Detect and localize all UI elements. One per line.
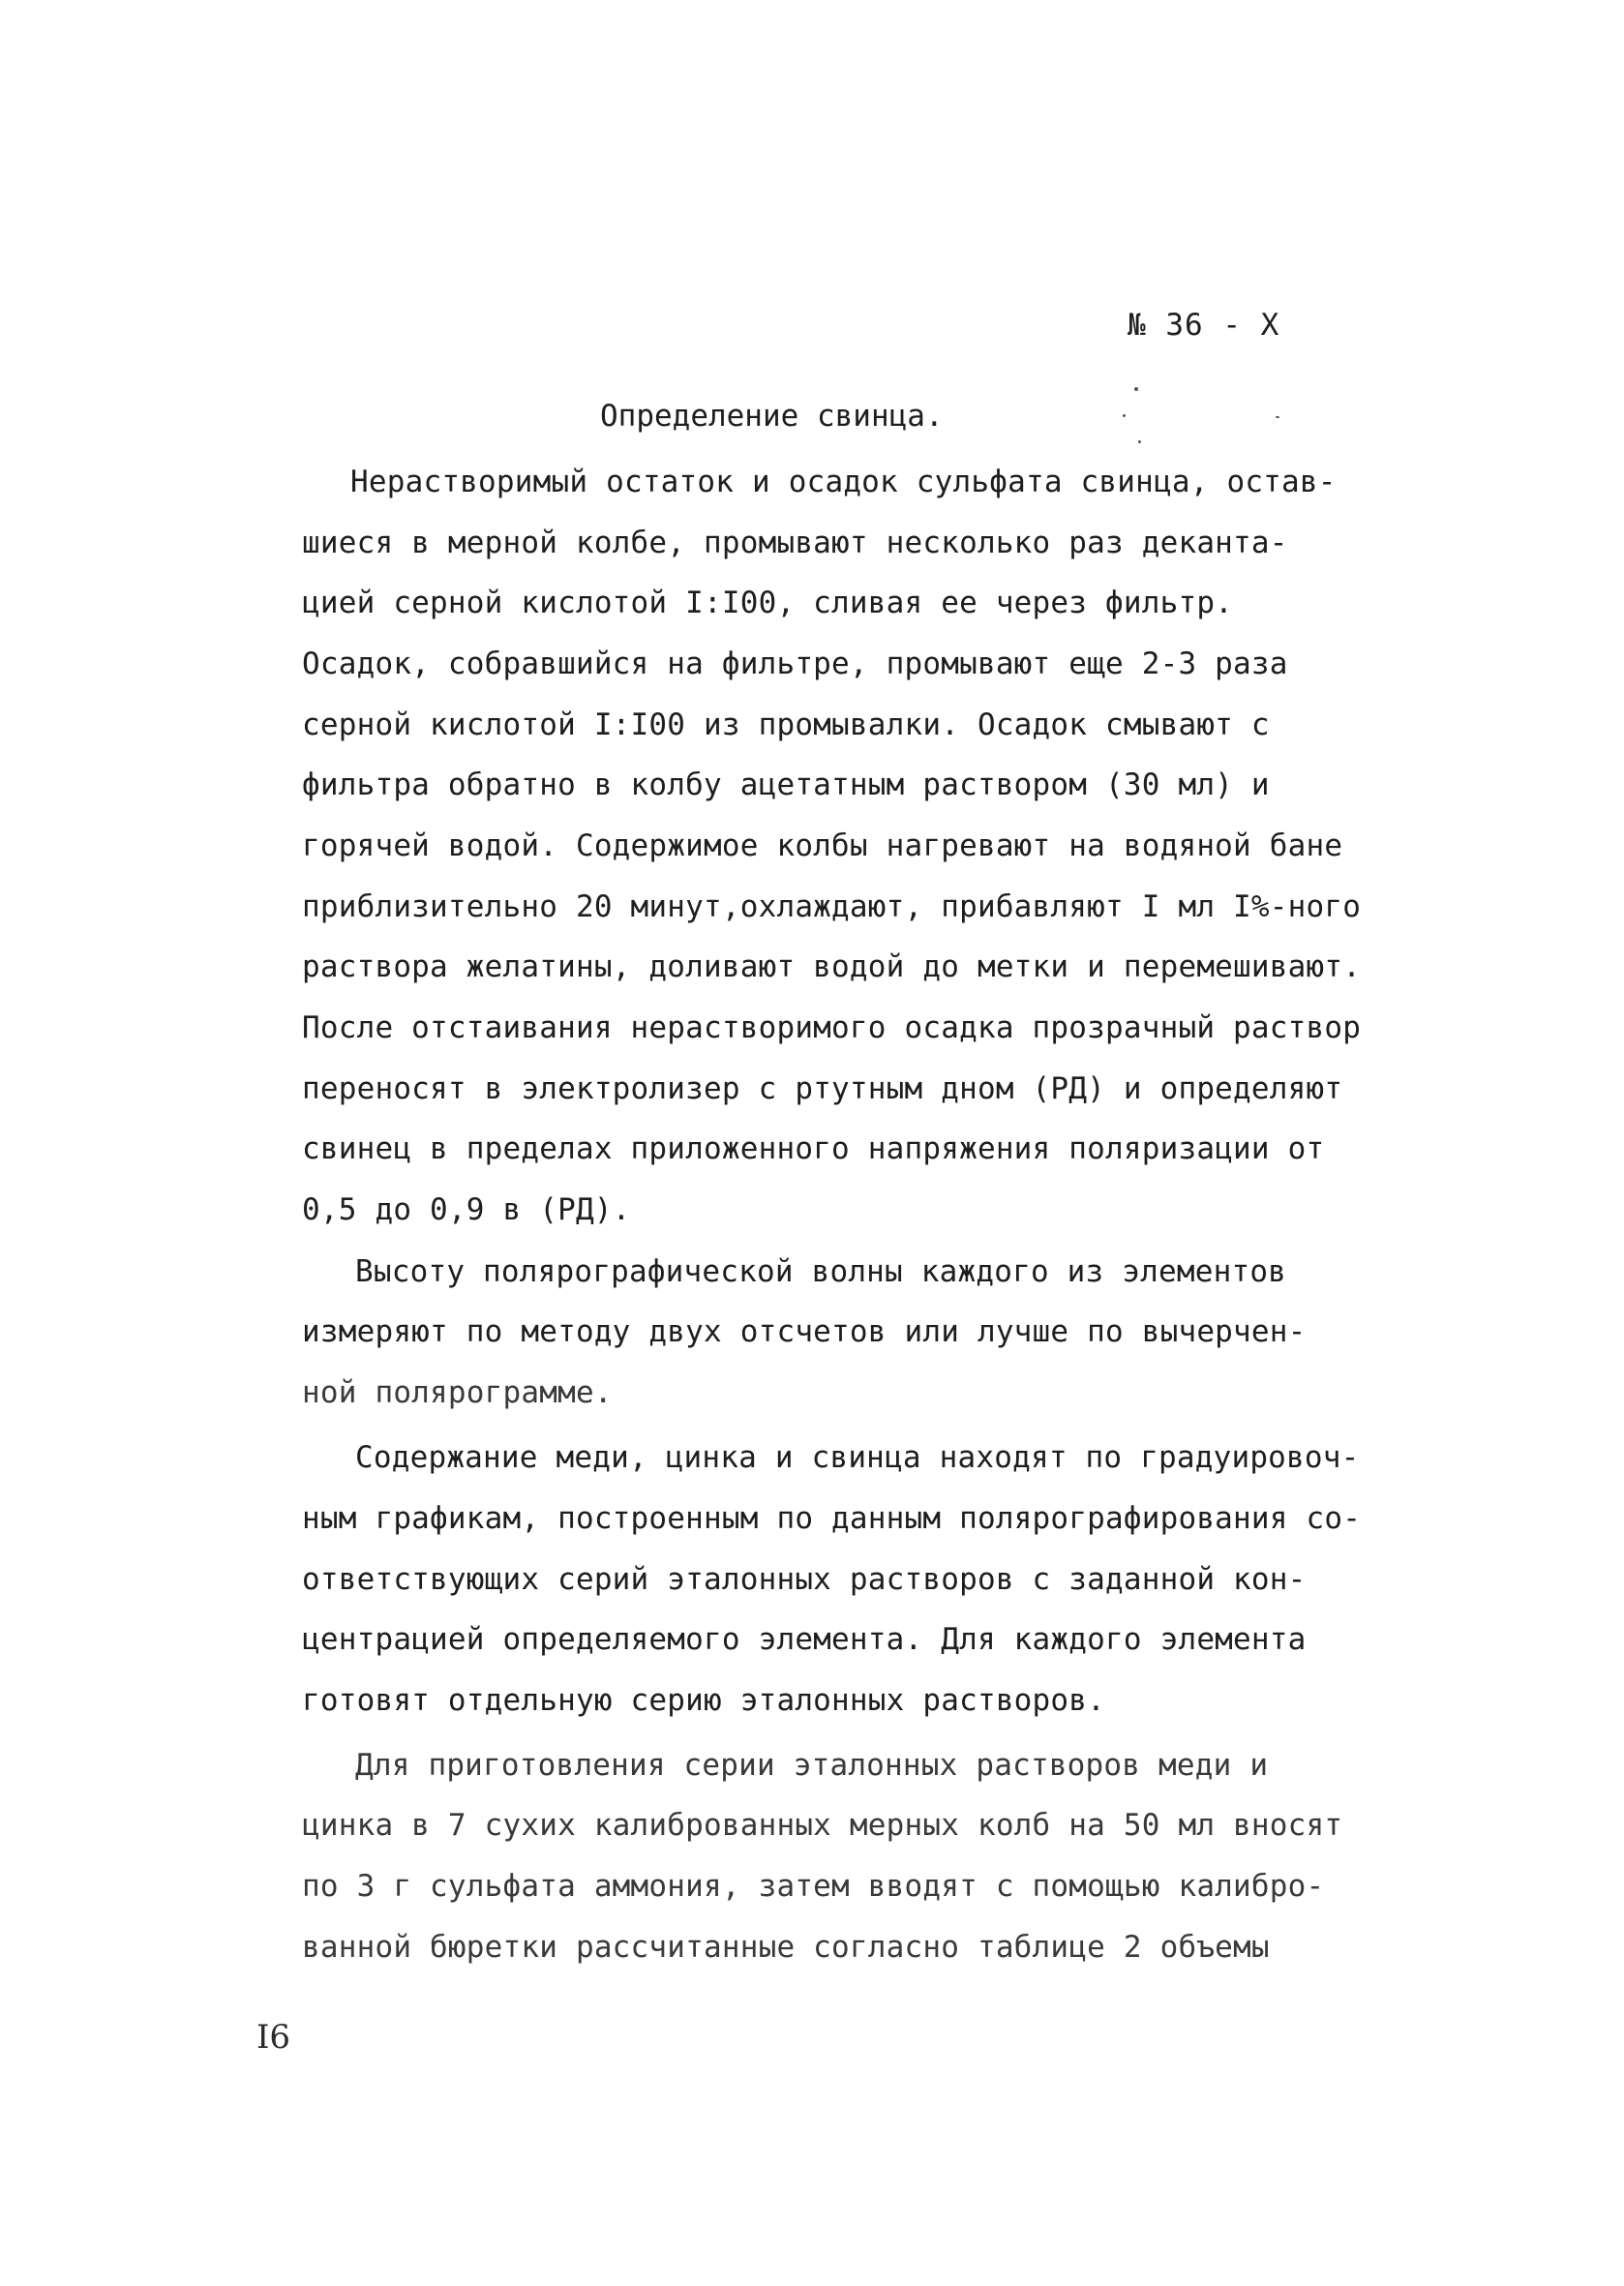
- paragraph-line: шиеся в мерной колбе, промывают несколько раз деканта-: [302, 526, 1288, 560]
- paragraph-line: свинец в пределах приложенного напряжения поляризации от: [302, 1131, 1325, 1166]
- paragraph-line: серной кислотой I:I00 из промывалки. Осадок смывают с: [302, 707, 1270, 742]
- paragraph-line: переносят в электролизер с ртутным дном (РД) и определяют: [302, 1071, 1343, 1106]
- paragraph-line: цией серной кислотой I:I00, сливая ее через фильтр.: [302, 586, 1234, 620]
- paragraph-line: ной полярограмме.: [302, 1375, 613, 1410]
- scan-speck: [1138, 440, 1141, 443]
- paragraph-line: центрацией определяемого элемента. Для каждого элемента: [302, 1622, 1307, 1657]
- paragraph-line: ным графикам, построенным по данным полярографирования со-: [302, 1501, 1362, 1536]
- paragraph-line: ответствующих серий эталонных растворов с заданной кон-: [302, 1562, 1307, 1597]
- paragraph-line: фильтра обратно в колбу ацетатным раствором (30 мл) и: [302, 767, 1270, 802]
- paragraph-line: готовят отдельную серию эталонных растворов.: [302, 1683, 1105, 1718]
- scan-speck: [1134, 387, 1138, 391]
- paragraph-line: горячей водой. Содержимое колбы нагревают на водяной бане: [302, 828, 1343, 863]
- paragraph-line: приблизительно 20 минут,охлаждают, прибавляют I мл I%-ного: [302, 889, 1362, 924]
- document-number: № 36 - X: [1128, 308, 1280, 343]
- section-title: Определение свинца.: [600, 399, 944, 434]
- scan-speck: [1123, 414, 1126, 417]
- paragraph-line: цинка в 7 сухих калиброванных мерных колб на 50 мл вносят: [302, 1808, 1343, 1843]
- paragraph-line: ванной бюретки рассчитанные согласно таблице 2 объемы: [302, 1930, 1270, 1965]
- paragraph-line: Осадок, собравшийся на фильтре, промывают еще 2-3 раза: [302, 647, 1288, 681]
- page-number: I6: [256, 2018, 291, 2057]
- paragraph-line: Для приготовления серии эталонных растворов меди и: [355, 1748, 1269, 1783]
- paragraph-line: После отстаивания нерастворимого осадка прозрачный раствор: [302, 1010, 1362, 1045]
- paragraph-line: по 3 г сульфата аммония, затем вводят с помощью калибро-: [302, 1869, 1325, 1904]
- paragraph-line: раствора желатины, доливают водой до метки и перемешивают.: [302, 949, 1362, 984]
- paragraph-line: 0,5 до 0,9 в (РД).: [302, 1192, 631, 1227]
- paragraph-line: измеряют по методу двух отсчетов или лучше по вычерчен-: [302, 1314, 1307, 1349]
- paragraph-line: Содержание меди, цинка и свинца находят по градуировоч-: [355, 1440, 1360, 1475]
- paragraph-line: Нерастворимый остаток и осадок сульфата свинца, остав-: [350, 465, 1337, 499]
- scan-speck: [1276, 416, 1279, 418]
- paragraph-line: Высоту полярографической волны каждого из элементов: [355, 1254, 1287, 1289]
